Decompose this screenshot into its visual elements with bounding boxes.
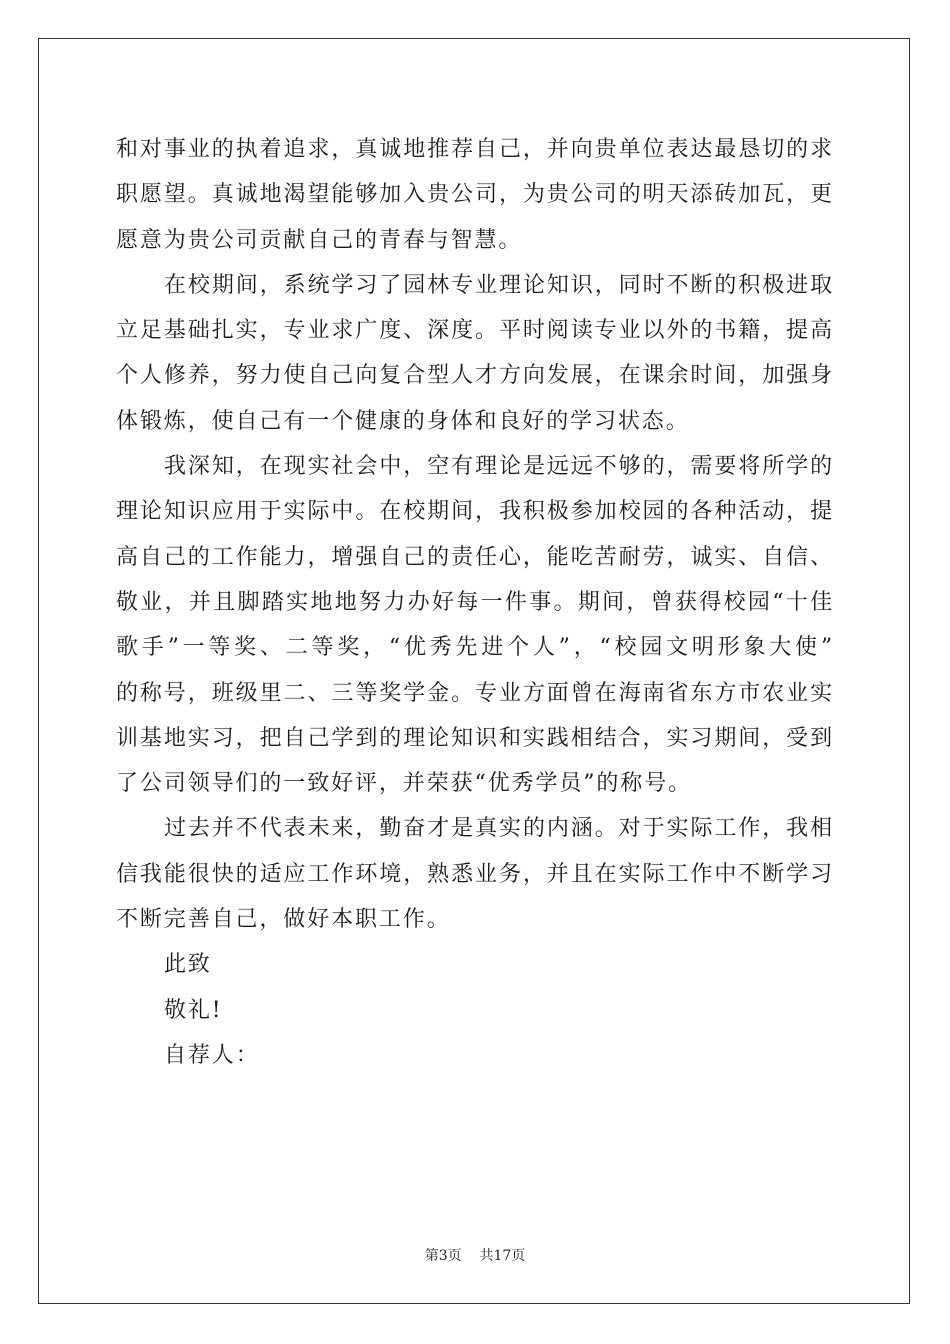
- salutation-line: 此致: [164, 952, 212, 978]
- text-line: 过去并不代表未来，勤奋才是真实的内涵。对于实际工作，我相: [164, 816, 834, 842]
- text-line: 和对事业的执着追求，真诚地推荐自己，并向贵单位表达最恳切的求: [116, 137, 834, 162]
- signature-label: 自荐人：: [164, 1042, 260, 1068]
- text-line: 愿意为贵公司贡献自己的青春与智慧。: [116, 227, 523, 253]
- text-line: 职愿望。真诚地渴望能够加入贵公司，为贵公司的明天添砖加瓦，更: [116, 182, 834, 208]
- page-number: 第3页 共17页: [424, 1248, 526, 1264]
- text-line: 不断完善自己，做好本职工作。: [116, 907, 451, 933]
- text-line: 歌手”一等奖、二等奖，“优秀先进个人”，“校园文明形象大使”: [116, 635, 834, 661]
- text-line: 训基地实习，把自己学到的理论知识和实践相结合，实习期间，受到: [116, 725, 834, 751]
- text-line: 敬业，并且脚踏实地地努力办好每一件事。期间，曾获得校园“十佳: [116, 589, 834, 615]
- letter-body: [116, 127, 834, 1078]
- salutation-line: 敬礼!: [164, 997, 223, 1023]
- text-line: 我深知，在现实社会中，空有理论是远远不够的，需要将所学的: [164, 454, 834, 480]
- text-line: 立足基础扎实，专业求广度、深度。平时阅读专业以外的书籍，提高: [116, 318, 834, 344]
- text-line: 个人修养，努力使自己向复合型人才方向发展，在课余时间，加强身: [116, 363, 834, 389]
- page-footer: [0, 1245, 950, 1265]
- text-line: 理论知识应用于实际中。在校期间，我积极参加校园的各种活动，提: [116, 499, 834, 525]
- text-line: 的称号，班级里二、三等奖学金。专业方面曾在海南省东方市农业实: [116, 680, 834, 706]
- text-line: 在校期间，系统学习了园林专业理论知识，同时不断的积极进取: [164, 272, 834, 298]
- text-line: 体锻炼，使自己有一个健康的身体和良好的学习状态。: [116, 408, 690, 434]
- text-line: 了公司领导们的一致好评，并荣获“优秀学员”的称号。: [116, 771, 692, 797]
- text-line: 信我能很快的适应工作环境，熟悉业务，并且在实际工作中不断学习: [116, 861, 834, 887]
- text-line: 高自己的工作能力，增强自己的责任心，能吃苦耐劳，诚实、自信、: [116, 544, 834, 570]
